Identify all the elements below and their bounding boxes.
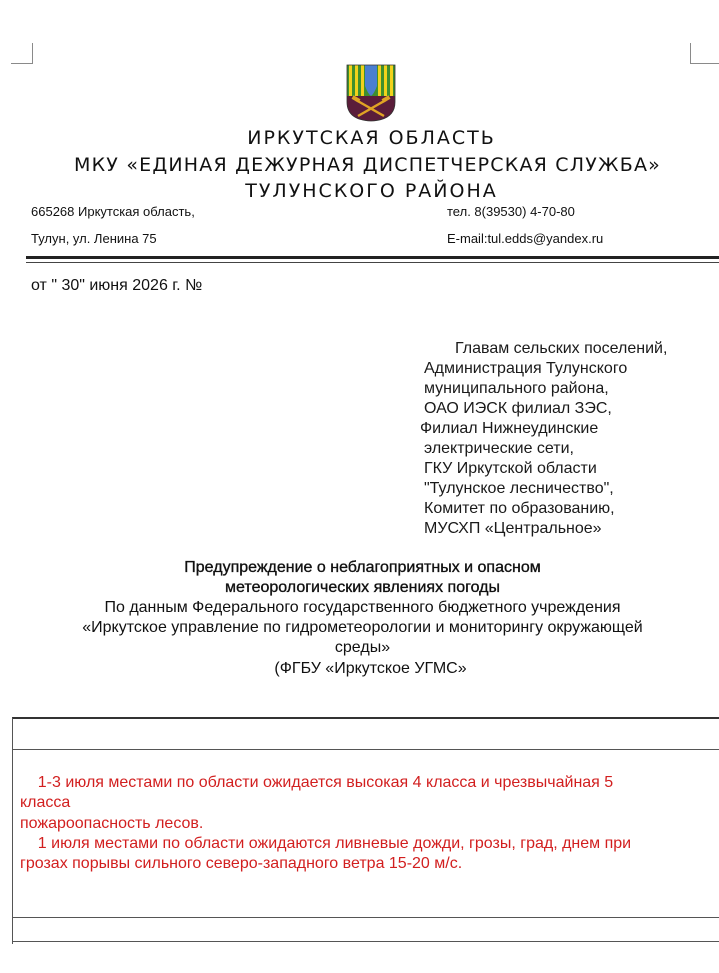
- recipient-line: Филиал Нижнеудинские: [420, 420, 599, 437]
- warning-text-line-3: пожароопасность лесов.: [20, 815, 204, 832]
- header-divider-thin: [26, 262, 719, 263]
- warning-title-line-1: Предупреждение о неблагоприятных и опасном: [184, 559, 541, 576]
- warning-text-line-1: 1-3 июля местами по области ожидается высокая 4 класса и чрезвычайная 5: [20, 774, 614, 791]
- warning-title-line-2: метеорологических явлениях погоды: [225, 579, 500, 596]
- source-line-4: (ФГБУ «Иркутское УГМС»: [274, 660, 467, 677]
- table-row-divider: [12, 749, 719, 750]
- warning-text-line-2: класса: [20, 794, 71, 811]
- recipient-line: электрические сети,: [424, 440, 574, 457]
- header-divider-thick: [26, 256, 719, 259]
- org-district: ТУЛУНСКОГО РАЙОНА: [245, 180, 498, 202]
- source-line-1: По данным Федерального государственного бюджетного учреждения: [104, 599, 621, 616]
- recipient-line: Комитет по образованию,: [424, 500, 615, 517]
- email-address: E-mail:tul.edds@yandex.ru: [447, 231, 604, 246]
- recipient-line: МУСХП «Центральное»: [424, 520, 602, 537]
- source-line-3: среды»: [334, 639, 391, 656]
- recipient-line: Главам сельских поселений,: [455, 340, 668, 357]
- warning-text-line-5: грозах порывы сильного северо-западного ветра 15-20 м/с.: [20, 855, 463, 872]
- address-line-2: Тулун, ул. Ленина 75: [31, 231, 157, 246]
- phone-number: тел. 8(39530) 4-70-80: [447, 204, 575, 219]
- table-row-divider: [12, 941, 719, 942]
- recipient-line: ОАО ИЭСК филиал ЗЭС,: [424, 400, 612, 417]
- source-line-2: «Иркутское управление по гидрометеорологии и мониторингу окружающей: [82, 619, 643, 636]
- org-region: ИРКУТСКАЯ ОБЛАСТЬ: [247, 127, 496, 149]
- document-date: от " 30" июня 2026 г. №: [31, 277, 203, 294]
- warning-text-line-4: 1 июля местами по области ожидаются ливневые дожди, грозы, град, днем при: [20, 835, 632, 852]
- crop-mark-top-right: [690, 43, 719, 64]
- recipient-line: муниципального района,: [424, 380, 609, 397]
- recipient-line: "Тулунское лесничество",: [424, 480, 614, 497]
- org-name: МКУ «ЕДИНАЯ ДЕЖУРНАЯ ДИСПЕТЧЕРСКАЯ СЛУЖБА»: [74, 154, 661, 176]
- table-row-divider: [12, 917, 719, 918]
- recipient-line: ГКУ Иркутской области: [424, 460, 597, 477]
- coat-of-arms-icon: [346, 64, 396, 122]
- address-line-1: 665268 Иркутская область,: [31, 204, 195, 219]
- crop-mark-top-left: [11, 43, 33, 64]
- recipient-line: Администрация Тулунского: [424, 360, 628, 377]
